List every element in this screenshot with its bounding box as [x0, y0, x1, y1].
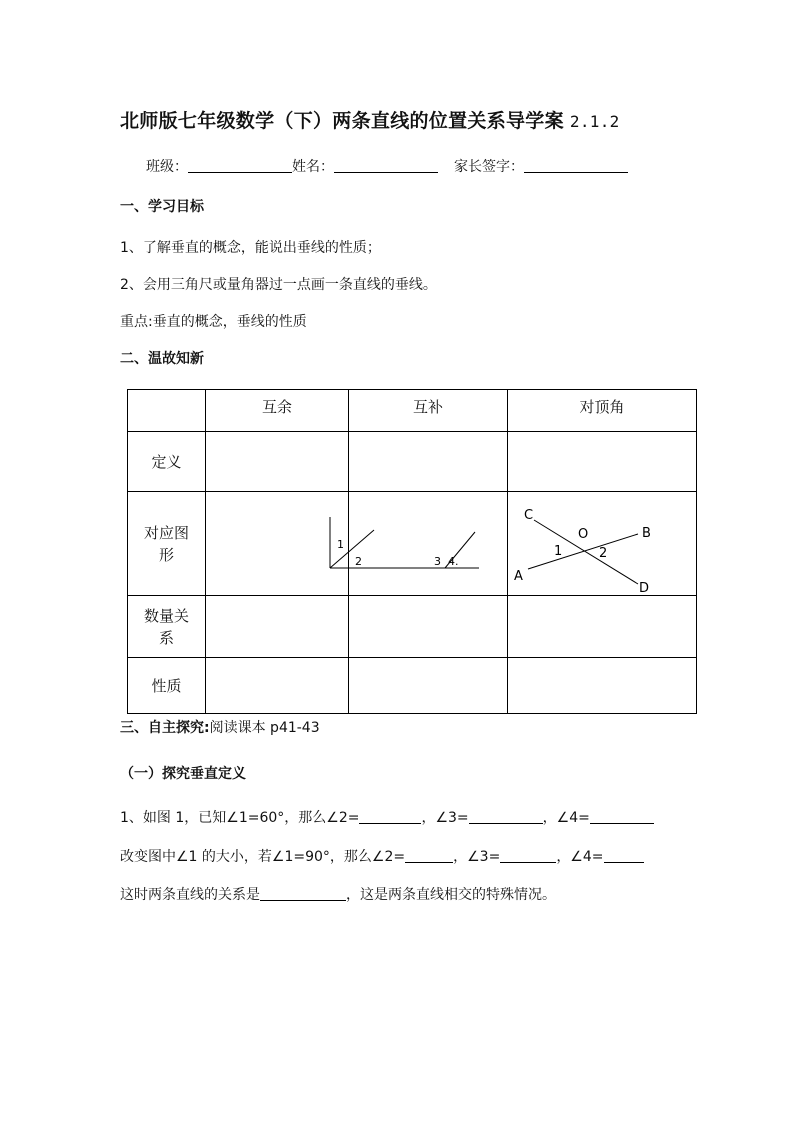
exercise-line-3 [120, 884, 556, 904]
parent-signature-label: 家长签字： [454, 159, 524, 175]
section2-heading: 二、温故知新 [120, 351, 204, 367]
exercise-3-text: 这时两条直线的关系是 [120, 887, 260, 903]
point-label-c: C [524, 508, 534, 523]
row-label-property: 性质 [128, 658, 206, 714]
point-label-b: B [642, 526, 651, 541]
table-row [128, 432, 697, 492]
parent-signature-field[interactable] [524, 158, 628, 173]
angle-label-2: 2 [355, 555, 362, 568]
row-label-quantity-text: 数量关系 [143, 606, 189, 647]
table-row [128, 492, 697, 596]
exercise-2-text: 改变图中∠1 的大小，若∠1=90°，那么∠2= [120, 849, 406, 865]
angle-label-1: 1 [337, 538, 344, 551]
exercise-line-1 [120, 807, 654, 827]
section3-heading [120, 717, 320, 737]
angle4-answer-field-2[interactable] [604, 848, 644, 863]
exercise-2-mid2: ，∠4= [556, 849, 604, 865]
header-vertical-angles: 对顶角 [508, 390, 697, 432]
row-label-figure-text: 对应图形 [143, 523, 189, 564]
cell-definition-vertical[interactable] [508, 432, 697, 492]
point-label-d: D [639, 581, 650, 596]
row-label-definition: 定义 [128, 432, 206, 492]
angle2-answer-field[interactable] [359, 809, 421, 824]
subsection-heading: （一）探究垂直定义 [120, 766, 246, 782]
table-header-row [128, 390, 697, 432]
angle-label-2: 2 [599, 546, 608, 561]
cell-property-supplementary[interactable] [349, 658, 508, 714]
angle-label-4: 4. [448, 555, 459, 568]
exercise-1-mid1: ，∠3= [421, 810, 469, 826]
angle3-answer-field-2[interactable] [500, 848, 556, 863]
cell-property-complementary[interactable] [206, 658, 349, 714]
exercise-3-suffix: ，这是两条直线相交的特殊情况。 [346, 887, 556, 903]
vertical-angles-figure [508, 492, 696, 595]
row-label-figure [128, 492, 206, 596]
cell-quantity-supplementary[interactable] [349, 596, 508, 658]
objective-item-2: 2、会用三角尺或量角器过一点画一条直线的垂线。 [120, 277, 437, 293]
section3-heading-text: 三、自主探究: [120, 720, 210, 736]
point-label-o: O [578, 527, 589, 542]
focus-line: 重点:垂直的概念，垂线的性质 [120, 314, 307, 330]
exercise-line-2 [120, 846, 644, 866]
exercise-1-text: 1、如图 1，已知∠1=60°，那么∠2= [120, 810, 360, 826]
angle-label-1: 1 [554, 544, 563, 559]
cell-quantity-vertical[interactable] [508, 596, 697, 658]
name-label: 姓名： [292, 159, 334, 175]
table-row [128, 596, 697, 658]
point-label-a: A [514, 569, 523, 584]
review-table [127, 389, 697, 714]
class-label: 班级： [146, 159, 188, 175]
page-title [120, 106, 620, 133]
cell-property-vertical[interactable] [508, 658, 697, 714]
angle-label-3: 3 [434, 555, 441, 568]
title-number: 2.1.2 [569, 112, 620, 131]
angle2-answer-field-2[interactable] [405, 848, 453, 863]
complementary-angles-figure [206, 492, 362, 595]
section1-heading: 一、学习目标 [120, 199, 204, 215]
title-text: 北师版七年级数学（下）两条直线的位置关系导学案 [120, 110, 564, 132]
info-line [146, 156, 628, 176]
header-supplementary: 互补 [349, 390, 508, 432]
cell-definition-supplementary[interactable] [349, 432, 508, 492]
header-complementary: 互余 [206, 390, 349, 432]
cell-figure-complementary [206, 492, 362, 596]
cell-figure-vertical [508, 492, 697, 596]
objective-item-1: 1、了解垂直的概念，能说出垂线的性质； [120, 240, 381, 256]
supplementary-angles-figure [349, 492, 507, 595]
table-row [128, 658, 697, 714]
angle4-answer-field[interactable] [590, 809, 654, 824]
exercise-2-mid1: ，∠3= [453, 849, 501, 865]
row-label-quantity [128, 596, 206, 658]
cell-definition-complementary[interactable] [206, 432, 349, 492]
section3-heading-note: 阅读课本 p41-43 [209, 720, 320, 736]
name-field[interactable] [334, 158, 438, 173]
class-field[interactable] [188, 158, 292, 173]
table-corner-cell [128, 390, 206, 432]
cell-figure-supplementary [349, 492, 508, 596]
cell-quantity-complementary[interactable] [206, 596, 349, 658]
exercise-1-mid2: ，∠4= [542, 810, 590, 826]
relationship-answer-field[interactable] [260, 886, 346, 901]
angle3-answer-field[interactable] [469, 809, 543, 824]
